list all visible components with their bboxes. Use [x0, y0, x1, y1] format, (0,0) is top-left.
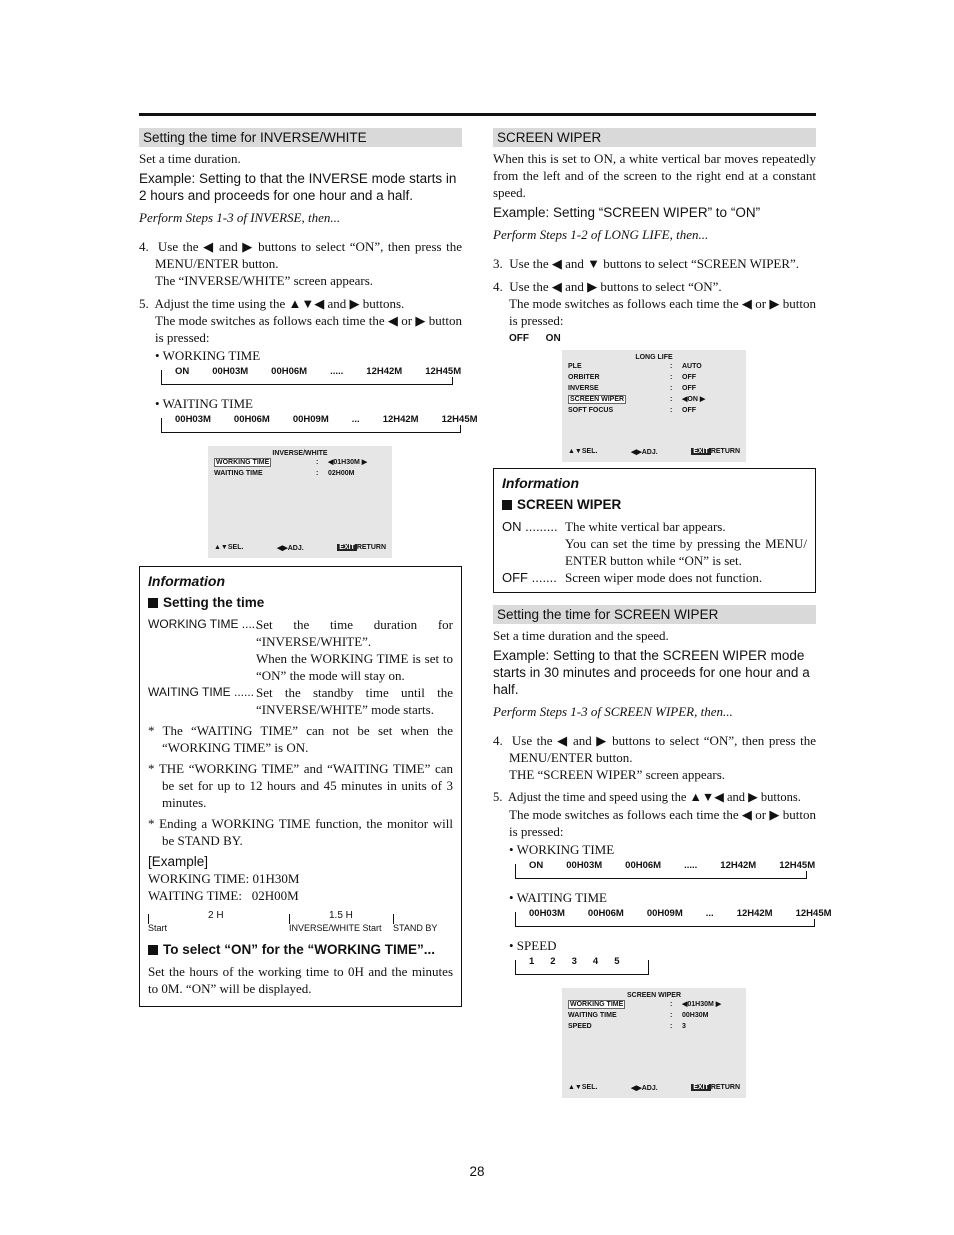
perform-text: Perform Steps 1-3 of INVERSE, then...	[139, 210, 341, 225]
section-header-wiper-time: Setting the time for SCREEN WIPER	[493, 605, 816, 624]
bullet-waiting-time: • WAITING TIME	[155, 396, 253, 411]
timeline: 2 H 1.5 H Start INVERSE/WHITE Start STAND BY	[148, 910, 438, 933]
working-time-sequence: ON 00H03M 00H06M ..... 12H42M 12H45M	[161, 366, 453, 392]
square-bullet-icon	[502, 500, 512, 510]
intro-text: Set a time duration.	[139, 151, 241, 166]
section-header-screen-wiper: SCREEN WIPER	[493, 128, 816, 147]
step-3: 3. Use the ◀ and ▼ buttons to select “SCREEN WIPER”.	[493, 256, 800, 271]
square-bullet-icon	[148, 945, 158, 955]
step-4: 4. Use the ◀ and ▶ buttons to select “ON”, then press the MENU/ENTER button. The “INVERSE/WHITE” screen appears.	[139, 239, 463, 288]
off-on-sequence: OFF ON	[509, 333, 561, 344]
osd-screen-wiper-screen: SCREEN WIPER WORKING TIME : ◀01H30M ▶ WAITING TIME : 00H30M SPEED : 3 ▲▼SEL. ◀▶ADJ. EXIT RETURN	[562, 988, 746, 1098]
wiper-step-5: 5. Adjust the time and speed using the ▲▼◀ and ▶ buttons. The mode switches as follows each time the ◀ or ▶ button is pressed:	[493, 790, 816, 839]
right-column: SCREEN WIPER When this is set to ON, a white vertical bar moves repeatedly from the left and of the screen to the right end at a constant speed. Example: Setting “SCREEN WIPER” to “ON” Perform Steps 1-2 of LONG LIFE, then... 3. Use the ◀ and ▼ buttons to select “SCREEN WIPER”. 4. Use the ◀ and ▶ buttons to select “ON”. The mode switches as follows each time the ◀ or ▶ button is pressed: OFF ON LONG LIFE PLE : AUTO ORBITER : OFF INVERSE : OFF SCREEN WIPER : ◀ON ▶ SOFT FOCUS : OFF ▲▼SEL. ◀▶ADJ. EXIT RETURN Information SCREEN WIPER ON ......... The white vertical bar appears. You can set the time by pressing the MENU/ ENTER button while “ON” is set. OFF ....... Screen wiper mode does not function. Setting the time for SCREEN WIPER Set a time duration and the speed. Example: Setting to that the SCREEN WIPER mode starts in 30 minutes and proceeds for one hour and a half. Perform Steps 1-3 of SCREEN WIPER, then... 4. Use the ◀ and ▶ buttons to select “ON”, then press the MENU/ENTER button. THE “SCREEN WIPER” screen appears. 5. Adjust the time and speed using the ▲▼◀ and ▶ buttons. The mode switches as follows each time the ◀ or ▶ button is pressed: • WORKING TIME ON 00H03M 00H06M ..... 12H42M 12H45M • WAITING TIME 00H03M 00H06M 00H09M ... 12H42M 12H45M • SPEED 1 2 3 4 5 SCREEN WIPER WORKING TIME : ◀01H30M ▶ WAITING TIME : 00H30M SPEED : 3 ▲▼SEL. ◀▶ADJ. EXIT RETURN	[493, 128, 816, 1098]
section-header-inverse-white: Setting the time for INVERSE/WHITE	[139, 128, 462, 147]
wiper-step-4: 4. Use the ◀ and ▶ buttons to select “ON”, then press the MENU/ENTER button. THE “SCREEN WIPER” screen appears.	[493, 733, 817, 782]
information-box-left: Information Setting the time WORKING TIME ..... Set the time duration for “INVERSE/WHITE”. When the WORKING TIME is set to “ON” the mode will stay on. WAITING TIME ...... Set the standby time until the “INVERSE/WHITE” mode starts. * The “WAITING TIME” can not be set when the “WORKING TIME” is ON. * THE “WORKING TIME” and “WAITING TIME” can be set for up to 12 hours and 45 minutes in units of 3 minutes. * Ending a WORKING TIME function, the monitor will be STAND BY. [Example] WORKING TIME: 01H30M WAITING TIME: 02H00M 2 H 1.5 H Start INVERSE/WHITE Start STAND BY To select “ON” for the “WORKING TIME”... Set the hours of the working time to 0H and the minutes to 0M. “ON” will be displayed.	[139, 566, 462, 1007]
wiper-waiting-sequence: 00H03M 00H06M 00H09M ... 12H42M 12H45M	[515, 908, 815, 934]
square-bullet-icon	[148, 598, 158, 608]
example-text: Example: Setting to that the INVERSE mode starts in 2 hours and proceeds for one hour and a half.	[139, 171, 457, 203]
osd-inverse-white-screen: INVERSE/WHITE WORKING TIME : ◀01H30M ▶ WAITING TIME : 02H00M ▲▼SEL. ◀▶ADJ. EXIT RETURN	[208, 446, 392, 558]
screen-wiper-intro: When this is set to ON, a white vertical bar moves repeatedly from the left and of the screen to the right end at a constant speed.	[493, 151, 816, 200]
left-column	[139, 128, 478, 1007]
page-number: 28	[469, 1164, 485, 1179]
step-4-wiper: 4. Use the ◀ and ▶ buttons to select “ON”. The mode switches as follows each time the ◀ or ▶ button is pressed:	[493, 279, 816, 328]
screen-wiper-example: Example: Setting “SCREEN WIPER” to “ON”	[493, 205, 761, 220]
top-rule	[139, 113, 816, 116]
bullet-working-time: • WORKING TIME	[155, 348, 261, 363]
information-box-right: Information SCREEN WIPER ON ......... The white vertical bar appears. You can set the time by pressing the MENU/ ENTER button while “ON” is set. OFF ....... Screen wiper mode does not function.	[493, 468, 816, 593]
wiper-speed-sequence: 1 2 3 4 5	[515, 956, 649, 982]
screen-wiper-perform: Perform Steps 1-2 of LONG LIFE, then...	[493, 227, 709, 242]
osd-long-life-screen: LONG LIFE PLE : AUTO ORBITER : OFF INVERSE : OFF SCREEN WIPER : ◀ON ▶ SOFT FOCUS : OFF ▲▼SEL. ◀▶ADJ. EXIT RETURN	[562, 350, 746, 462]
step-5: 5. Adjust the time using the ▲▼◀ and ▶ buttons. The mode switches as follows each time the ◀ or ▶ button is pressed:	[139, 296, 462, 345]
wiper-working-sequence: ON 00H03M 00H06M ..... 12H42M 12H45M	[515, 860, 807, 886]
waiting-time-sequence: 00H03M 00H06M 00H09M ... 12H42M 12H45M	[161, 414, 461, 440]
